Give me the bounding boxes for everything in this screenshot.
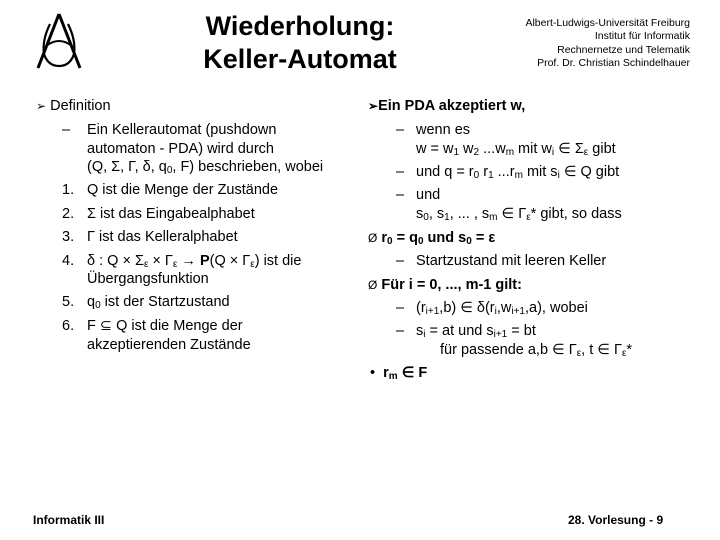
right-line: und $q = r_0$ $r_1$ $...r_m$ mit $s_i$ ∈ Q gibt xyxy=(416,164,620,181)
institution-line: Institut für Informatik xyxy=(594,30,690,43)
bullet-icon: • xyxy=(370,365,376,381)
dash: – xyxy=(396,164,405,180)
arrow-bullet-icon: Ø xyxy=(368,278,378,292)
institution-line: Albert-Ludwigs-Universität Freiburg xyxy=(525,17,690,29)
list-number: 6. xyxy=(62,318,75,334)
intro-line-3: (Q, Σ, Γ, δ, $q_0$, F) beschrieben, wobei xyxy=(87,159,324,176)
footer-course: Informatik III xyxy=(33,513,105,527)
left-heading-text: Definition xyxy=(50,98,111,114)
footer-page: 28. Vorlesung - 9 xyxy=(568,513,664,527)
list-item: $q_0$ ist der Startzustand xyxy=(87,294,230,311)
right-heading xyxy=(368,97,525,115)
right-line: wenn es xyxy=(416,122,471,138)
list-item: δ : $Q \times \Sigma_\varepsilon \times \Gamma_\varepsilon \to P(Q \times \Gamma_\varepsilon)$ ist die xyxy=(87,253,302,270)
arrow-bullet-icon: ➢ xyxy=(368,99,379,113)
university-seal-icon xyxy=(28,10,90,72)
intro-line-2: automaton - PDA) wird durch xyxy=(87,141,274,157)
condition-1: Ø $r_0 = q_0$ und $s_0 = \varepsilon$ xyxy=(368,230,496,247)
institution-line: Prof. Dr. Christian Schindelhauer xyxy=(537,56,690,69)
institution-line: Rechnernetze und Telematik xyxy=(557,43,690,56)
right-line: $s_0$, $s_1$, ... , $s_m$ ∈ $\Gamma_\varepsilon*$ gibt, so dass xyxy=(416,206,622,223)
list-number: 1. xyxy=(62,182,75,198)
list-item: Übergangsfunktion xyxy=(87,271,209,287)
slide-title xyxy=(150,10,450,76)
left-heading xyxy=(36,97,111,115)
condition-2-line: für passende a,b ∈ $\Gamma_\varepsilon$, t ∈ $\Gamma_\varepsilon*$ xyxy=(440,342,633,359)
list-item: akzeptierenden Zustände xyxy=(87,337,251,353)
list-number: 2. xyxy=(62,206,75,222)
condition-2-text: Für i = 0, ..., m-1 gilt: xyxy=(381,277,522,293)
dash: – xyxy=(396,187,405,203)
intro-line-1: Ein Kellerautomat (pushdown xyxy=(87,122,277,138)
intro-dash: – xyxy=(62,122,71,138)
title-line-1: Wiederholung: xyxy=(205,11,395,41)
list-item: Γ ist das Kelleralphabet xyxy=(87,229,238,245)
list-number: 3. xyxy=(62,229,75,245)
right-heading-text: Ein PDA akzeptiert w, xyxy=(378,98,526,114)
right-line: $w = w_1$ $w_2$ $...w_m$ mit $w_i$ ∈ $\Sigma_\varepsilon$ gibt xyxy=(416,141,616,158)
list-number: 4. xyxy=(62,253,75,269)
list-item: Q ist die Menge der Zustände xyxy=(87,182,279,198)
condition-1-detail: Startzustand mit leeren Keller xyxy=(416,253,607,269)
arrow-bullet-icon: ➢ xyxy=(36,99,47,113)
dash: – xyxy=(396,323,405,339)
condition-2 xyxy=(368,276,522,294)
condition-3: • $r_m$ ∈ F xyxy=(370,365,428,382)
institution-block xyxy=(470,17,690,70)
list-item: Σ ist das Eingabealphabet xyxy=(87,206,255,222)
title-line-2: Keller-Automat xyxy=(203,44,397,74)
arrow-bullet-icon: Ø xyxy=(368,231,378,245)
dash: – xyxy=(396,253,405,269)
condition-2-line: $s_i$ = at und $s_{i+1}$ = bt xyxy=(416,323,536,340)
right-line: und xyxy=(416,187,441,203)
dash: – xyxy=(396,122,405,138)
condition-2-line: $(r_{i+1},b)$ ∈ $\delta(r_i,w_{i+1},a)$, wobei xyxy=(416,300,588,317)
list-item: F ⊆ Q ist die Menge der xyxy=(87,318,243,334)
dash: – xyxy=(396,300,405,316)
list-number: 5. xyxy=(62,294,75,310)
